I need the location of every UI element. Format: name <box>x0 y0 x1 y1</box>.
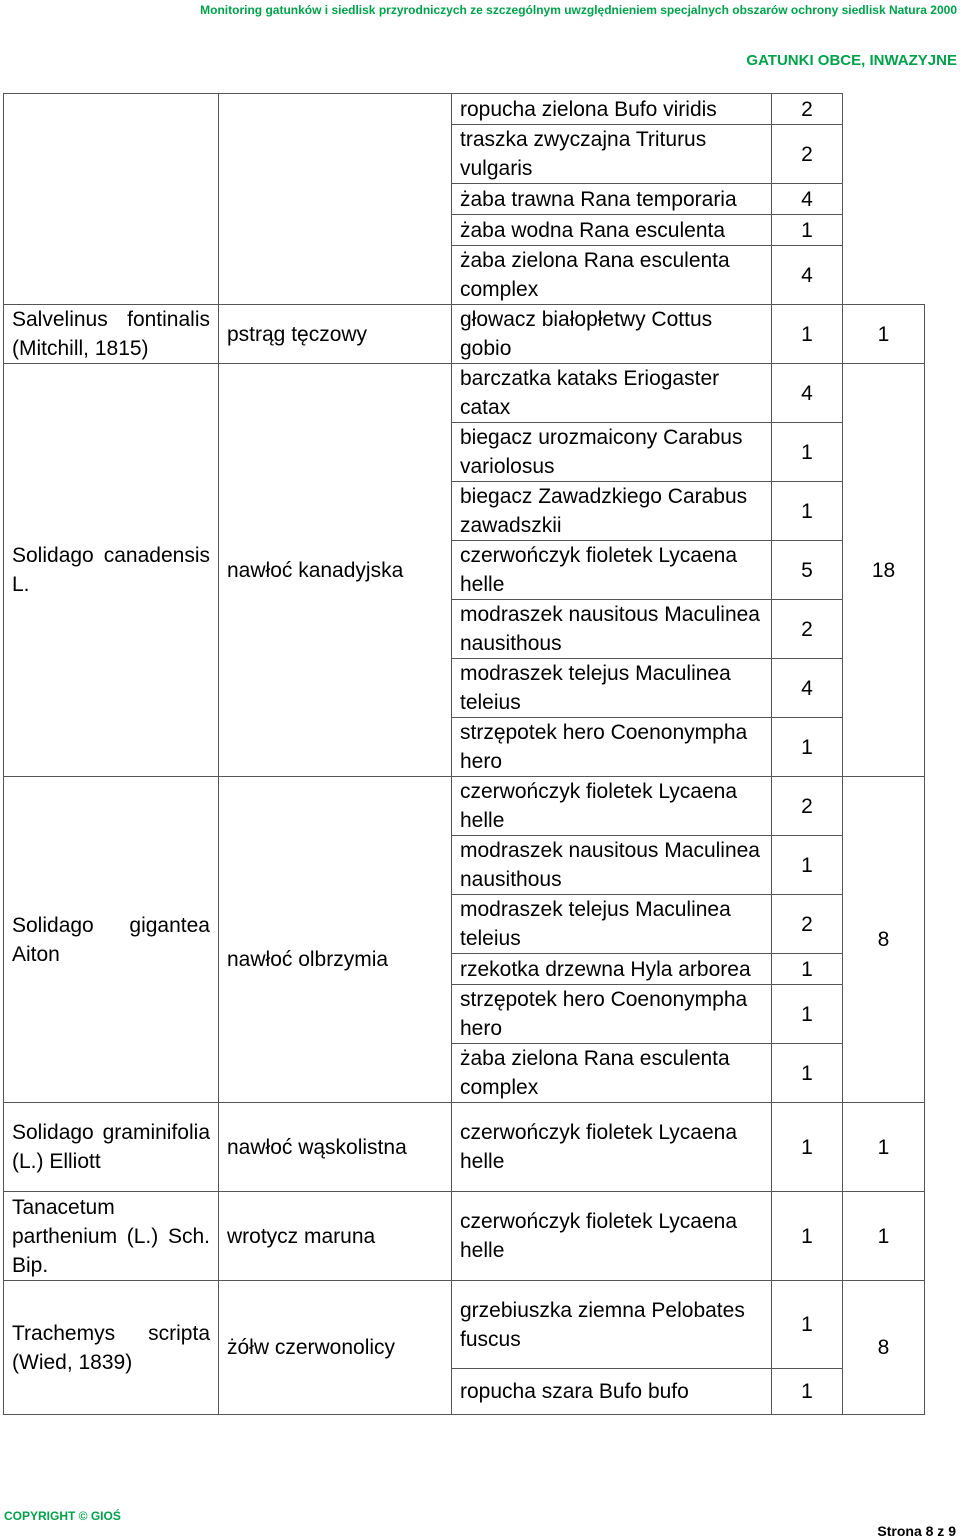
species-cell: strzępotek hero Coenonympha hero <box>452 985 772 1044</box>
count-cell: 1 <box>772 1369 843 1415</box>
species-cell: modraszek telejus Maculinea teleius <box>452 659 772 718</box>
count-cell: 5 <box>772 541 843 600</box>
table-row <box>4 777 925 836</box>
species-cell: modraszek nausitous Maculinea nausithous <box>452 600 772 659</box>
total-cell: 1 <box>843 305 925 364</box>
count-cell: 2 <box>772 94 843 125</box>
common-name-cell: wrotycz maruna <box>219 1192 452 1281</box>
scientific-name-cell: Salvelinus fontinalis (Mitchill, 1815) <box>4 305 219 364</box>
table-row <box>4 1281 925 1369</box>
species-cell: ropucha zielona Bufo viridis <box>452 94 772 125</box>
species-cell: rzekotka drzewna Hyla arborea <box>452 954 772 985</box>
species-cell: czerwończyk fioletek Lycaena helle <box>452 541 772 600</box>
count-cell: 1 <box>772 836 843 895</box>
table-row <box>4 364 925 423</box>
count-cell: 2 <box>772 777 843 836</box>
species-cell: żaba zielona Rana esculenta complex <box>452 246 772 305</box>
total-cell: 1 <box>843 1192 925 1281</box>
species-cell: traszka zwyczajna Triturus vulgaris <box>452 125 772 184</box>
total-cell: 8 <box>843 1281 925 1415</box>
species-cell: biegacz Zawadzkiego Carabus zawadszkii <box>452 482 772 541</box>
count-cell: 1 <box>772 1281 843 1369</box>
species-cell: żaba wodna Rana esculenta <box>452 215 772 246</box>
species-cell: biegacz urozmaicony Carabus variolosus <box>452 423 772 482</box>
species-cell: modraszek nausitous Maculinea nausithous <box>452 836 772 895</box>
empty-cell <box>219 94 452 305</box>
scientific-name-cell: Solidago gigantea Aiton <box>4 777 219 1103</box>
species-cell: czerwończyk fioletek Lycaena helle <box>452 1192 772 1281</box>
species-cell: strzępotek hero Coenonympha hero <box>452 718 772 777</box>
species-cell: żaba trawna Rana temporaria <box>452 184 772 215</box>
count-cell: 1 <box>772 1103 843 1192</box>
scientific-name-cell: Solidago canadensis L. <box>4 364 219 777</box>
section-heading: GATUNKI OBCE, INWAZYJNE <box>746 52 957 69</box>
table-row <box>4 1103 925 1192</box>
species-cell: czerwończyk fioletek Lycaena helle <box>452 1103 772 1192</box>
species-cell: żaba zielona Rana esculenta complex <box>452 1044 772 1103</box>
count-cell: 1 <box>772 985 843 1044</box>
table-row <box>4 305 925 364</box>
count-cell: 1 <box>772 215 843 246</box>
common-name-cell: nawłoć kanadyjska <box>219 364 452 777</box>
empty-cell <box>843 94 925 305</box>
count-cell: 4 <box>772 364 843 423</box>
count-cell: 1 <box>772 1044 843 1103</box>
total-cell: 8 <box>843 777 925 1103</box>
species-cell: grzebiuszka ziemna Pelobates fuscus <box>452 1281 772 1369</box>
count-cell: 4 <box>772 246 843 305</box>
scientific-name-cell: Solidago graminifolia (L.) Elliott <box>4 1103 219 1192</box>
species-cell: modraszek telejus Maculinea teleius <box>452 895 772 954</box>
total-cell: 1 <box>843 1103 925 1192</box>
invasive-species-table <box>3 93 925 1415</box>
empty-cell <box>4 94 219 305</box>
table-row <box>4 94 925 125</box>
count-cell: 1 <box>772 1192 843 1281</box>
count-cell: 4 <box>772 659 843 718</box>
common-name-cell: nawłoć wąskolistna <box>219 1103 452 1192</box>
count-cell: 1 <box>772 954 843 985</box>
species-cell: ropucha szara Bufo bufo <box>452 1369 772 1415</box>
count-cell: 4 <box>772 184 843 215</box>
count-cell: 1 <box>772 305 843 364</box>
count-cell: 1 <box>772 423 843 482</box>
page-number: Strona 8 z 9 <box>877 1523 956 1539</box>
common-name-cell: pstrąg tęczowy <box>219 305 452 364</box>
scientific-name-cell: Trachemys scripta (Wied, 1839) <box>4 1281 219 1415</box>
species-cell: głowacz białopłetwy Cottus gobio <box>452 305 772 364</box>
count-cell: 2 <box>772 125 843 184</box>
count-cell: 1 <box>772 482 843 541</box>
common-name-cell: żółw czerwonolicy <box>219 1281 452 1415</box>
count-cell: 2 <box>772 600 843 659</box>
total-cell: 18 <box>843 364 925 777</box>
common-name-cell: nawłoć olbrzymia <box>219 777 452 1103</box>
copyright-notice: COPYRIGHT © GIOŚ <box>4 1509 121 1523</box>
document-header-title: Monitoring gatunków i siedlisk przyrodniczych ze szczególnym uwzględnieniem specjalnych obszarów ochrony siedlisk Natura 2000 <box>200 3 957 17</box>
count-cell: 1 <box>772 718 843 777</box>
scientific-name-cell: Tanacetum parthenium (L.) Sch. Bip. <box>4 1192 219 1281</box>
count-cell: 2 <box>772 895 843 954</box>
table-row <box>4 1192 925 1281</box>
species-cell: barczatka kataks Eriogaster catax <box>452 364 772 423</box>
species-cell: czerwończyk fioletek Lycaena helle <box>452 777 772 836</box>
